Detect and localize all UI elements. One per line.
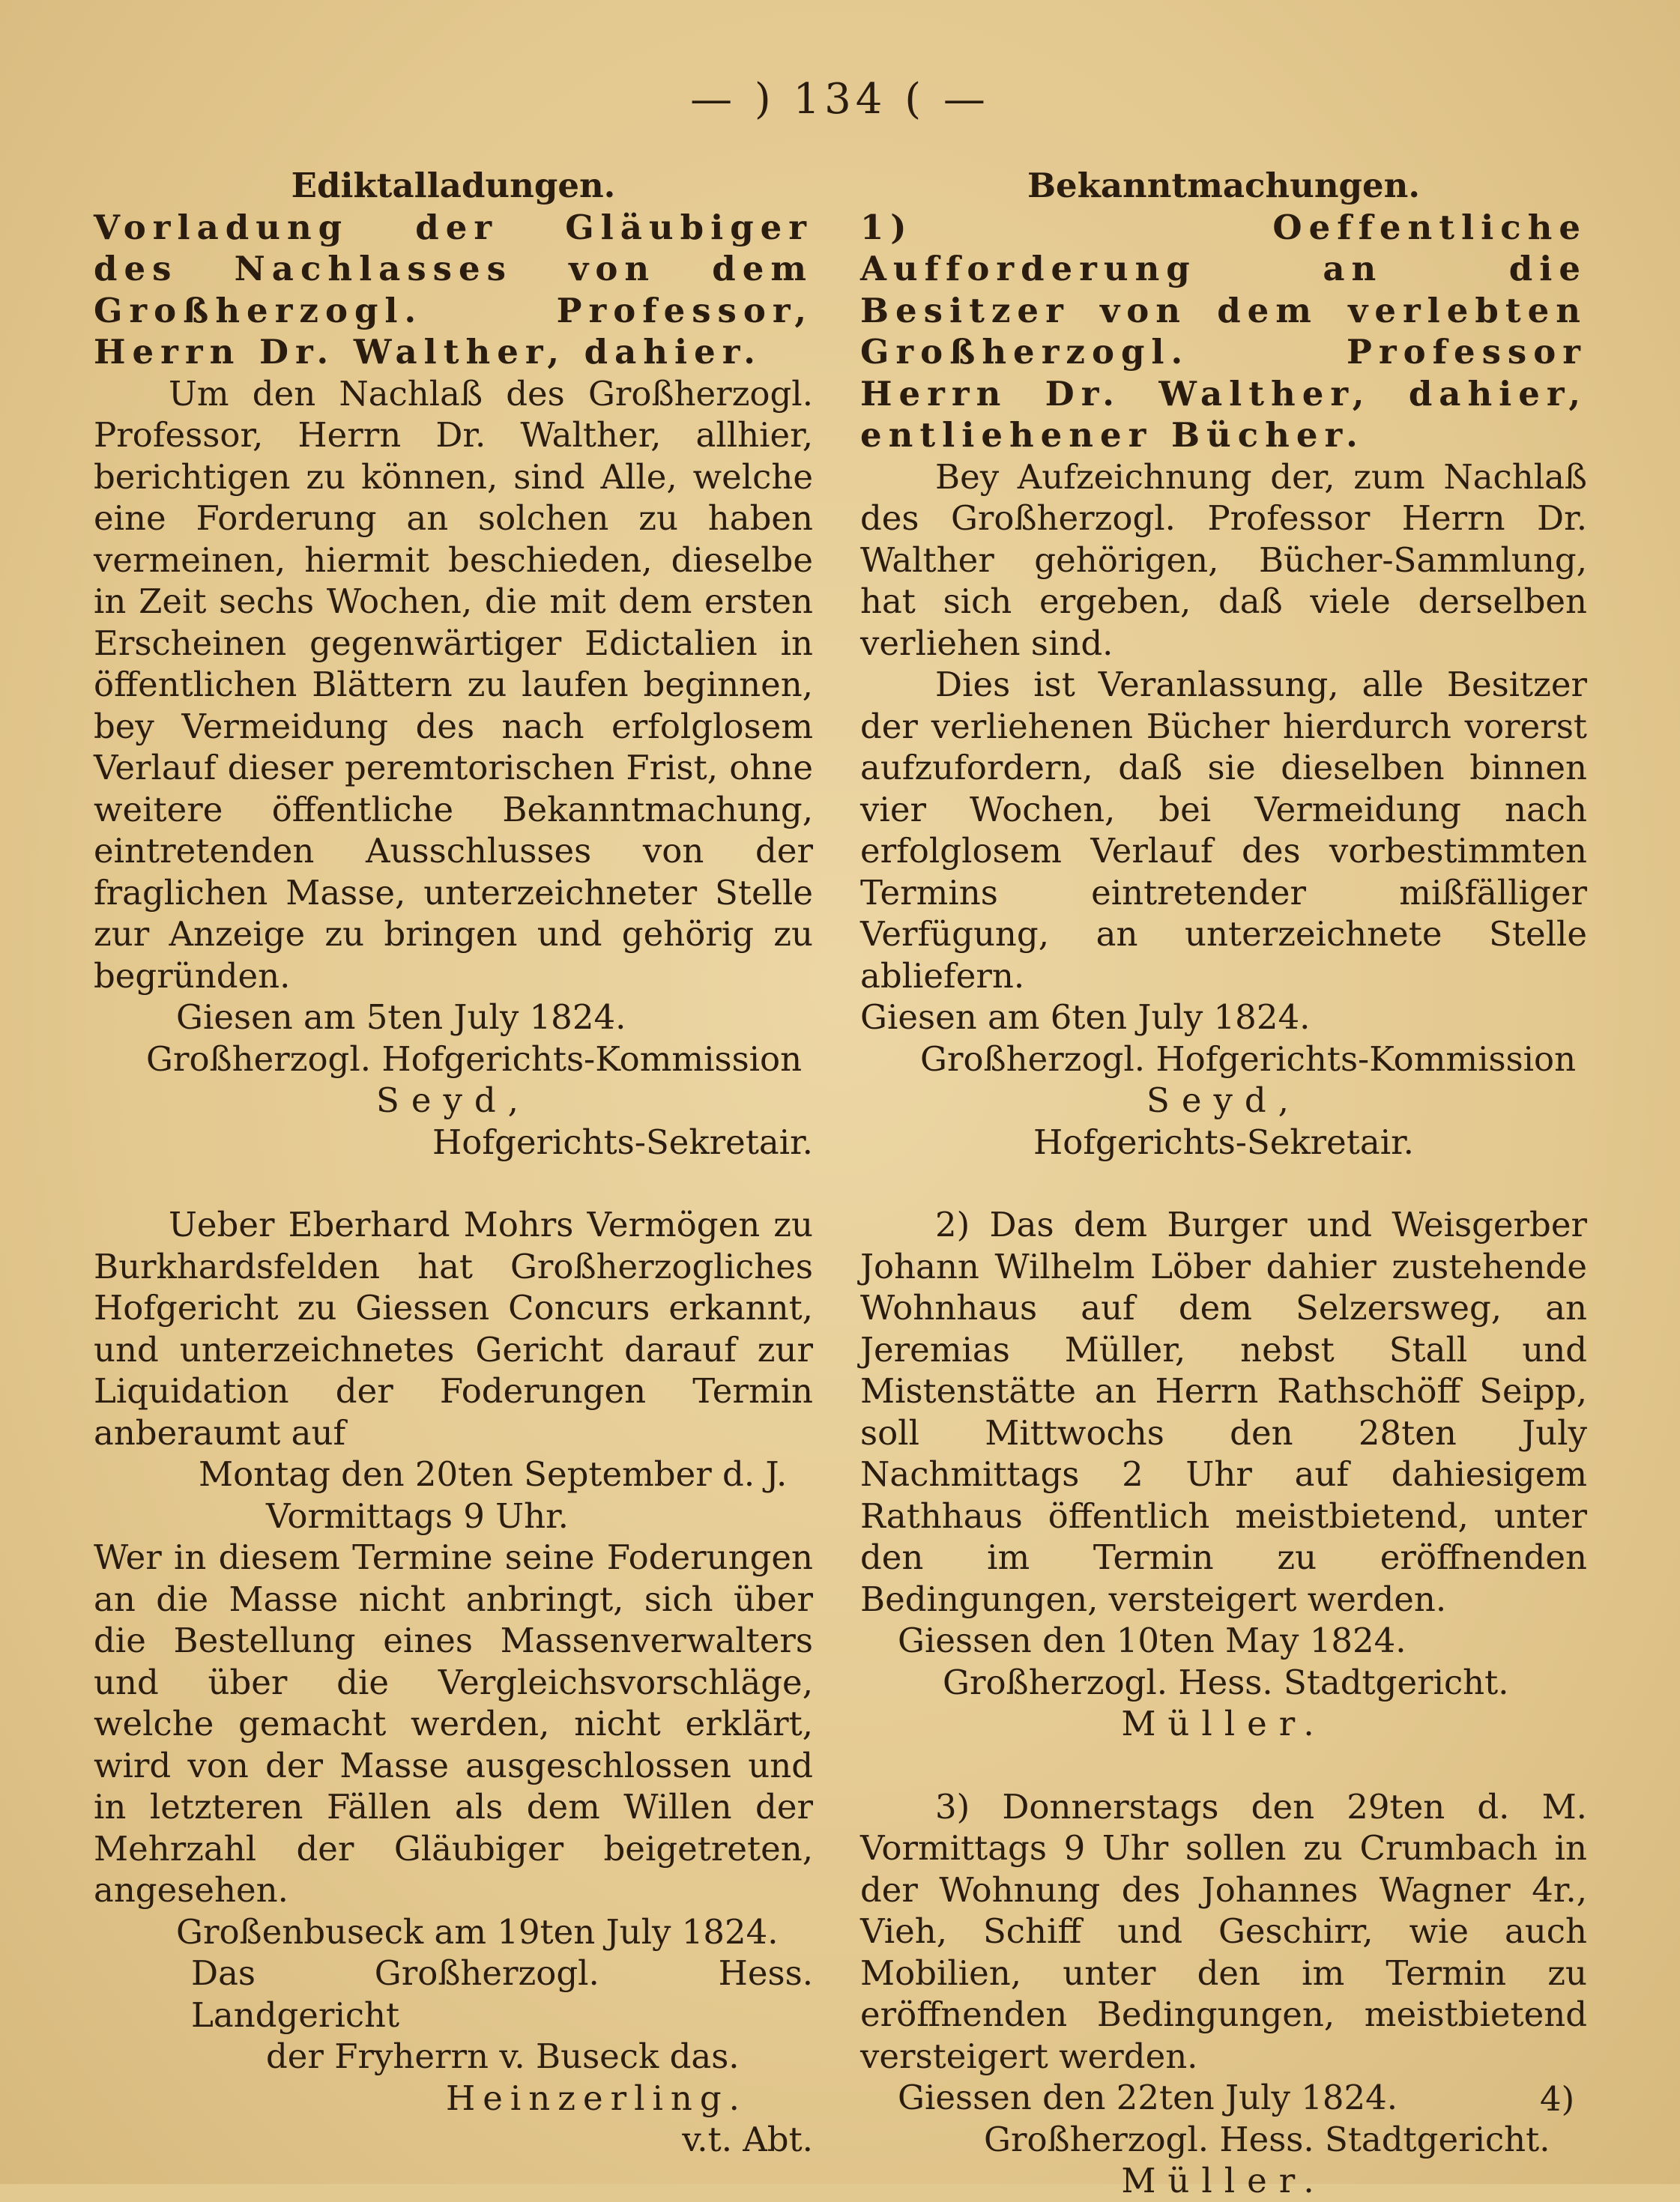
- right-column: [860, 165, 1587, 2202]
- signature-title: Hofgerichts-Sekretair.: [1033, 1122, 1414, 1162]
- notice-body: 3) Donnerstags den 29ten d. M. Vormittags 9 Uhr sollen zu Crumbach in der Wohnung des Johannes Wagner 4r., Vieh, Schiff und Geschirr, wie auch Mobilien, unter den im Termin zu eröffnenden Bedingungen, meistbietend versteigert werden.: [860, 1786, 1587, 2076]
- notice-date: Giesen am 5ten July 1824.: [176, 997, 626, 1037]
- notice-title: 1) Oeffentliche Aufforderung an die Besitzer von dem verlebten Großherzogl. Professor Herrn Dr. Walther, dahier, entliehener Bücher.: [860, 207, 1587, 455]
- notice-body: Ueber Eberhard Mohrs Vermögen zu Burkhardsfelden hat Großherzogliches Hofgericht zu Giessen Concurs erkannt, und unterzeichnetes Gericht darauf zur Liquidation der Foderungen Termin anberaumt auf: [94, 1205, 813, 1453]
- signature-authority: Großherzogl. Hess. Stadtgericht.: [943, 1662, 1509, 1702]
- notice-date: Großenbuseck am 19ten July 1824.: [176, 1911, 779, 1952]
- signature-note: v.t. Abt.: [682, 2120, 813, 2159]
- signature-authority-line2: der Fryherrn v. Buseck das.: [266, 2036, 740, 2076]
- notice-body: Um den Nachlaß des Großherzogl. Professor, Herrn Dr. Walther, allhier, berichtigen zu können, sind Alle, welche eine Forderung an solchen zu haben vermeinen, hiermit beschieden, dieselbe in Zeit sechs Wochen, die mit dem ersten Erscheinen gegenwärtiger Edictalien in öffentlichen Blättern zu laufen beginnen, bey Vermeidung des nach erfolglosem Verlauf dieser peremtorischen Frist, ohne weitere öffentliche Bekanntmachung, eintretenden Ausschlusses von der fraglichen Masse, unterzeichneter Stelle zur Anzeige zu bringen und gehörig zu begründen.: [94, 373, 813, 996]
- catchword: 4): [1540, 2079, 1575, 2119]
- notice-body: Dies ist Veranlassung, alle Besitzer der verliehenen Bücher hierdurch vorerst aufzufordern, daß sie dieselben binnen vier Wochen, bei Vermeidung nach erfolglosem Verlauf des vorbestimmten Termins eintretender mißfälliger Verfügung, an unterzeichnete Stelle abliefern.: [860, 665, 1587, 996]
- notice-date: Giessen den 10ten May 1824.: [898, 1621, 1406, 1660]
- notice-body: 2) Das dem Burger und Weisgerber Johann Wilhelm Löber dahier zustehende Wohnhaus auf dem Selzersweg, an Jeremias Müller, nebst Stall und Mistenstätte an Herrn Rathschöff Seipp, soll Mittwochs den 28ten July Nachmittags 2 Uhr auf dahiesigem Rathhaus öffentlich meistbietend, unter den im Termin zu eröffnenden Bedingungen, versteigert werden.: [860, 1205, 1587, 1619]
- notice-term-date: Montag den 20ten September d. J.: [199, 1454, 788, 1494]
- signature-name: Heinzerling.: [446, 2078, 747, 2118]
- notice-body: Wer in diesem Termine seine Foderungen an die Masse nicht anbringt, sich über die Bestellung eines Massenverwalters und über die Vergleichsvorschläge, welche gemacht werden, nicht erklärt, wird von der Masse ausgeschlossen und in letzteren Fällen als dem Willen der Mehrzahl der Gläubiger beigetreten, angesehen.: [94, 1537, 813, 1910]
- signature-name: Müller.: [1121, 2161, 1326, 2201]
- notice-date: Giesen am 6ten July 1824.: [860, 997, 1311, 1037]
- signature-title: Hofgerichts-Sekretair.: [432, 1122, 813, 1162]
- notice-term-time: Vormittags 9 Uhr.: [266, 1495, 569, 1536]
- section-title-edictal: Ediktalladungen.: [291, 166, 616, 205]
- notice-body: Bey Aufzeichnung der, zum Nachlaß des Großherzogl. Professor Herrn Dr. Walther gehörigen, Bücher-Sammlung, hat sich ergeben, daß viele derselben verliehen sind.: [860, 456, 1587, 663]
- signature-authority: Großherzogl. Hofgerichts-Kommission: [920, 1038, 1577, 1079]
- left-column: [94, 165, 813, 2161]
- notice-date: Giessen den 22ten July 1824.: [898, 2078, 1398, 2117]
- signature-name: Müller.: [1121, 1704, 1326, 1743]
- signature-name: Seyd,: [376, 1080, 531, 1120]
- signature-name: Seyd,: [1146, 1080, 1301, 1120]
- signature-authority: Das Großherzogl. Hess. Landgericht: [191, 1953, 813, 2035]
- signature-authority: Großherzogl. Hess. Stadtgericht.: [984, 2119, 1550, 2159]
- page-number: — ) 134 ( —: [690, 75, 990, 124]
- signature-authority: Großherzogl. Hofgerichts-Kommission: [146, 1038, 803, 1079]
- notice-title: Vorladung der Gläubiger des Nachlasses von dem Großherzogl. Professor, Herrn Dr. Walther, dahier.: [94, 207, 813, 372]
- section-title-announcements: Bekanntmachungen.: [1027, 166, 1421, 205]
